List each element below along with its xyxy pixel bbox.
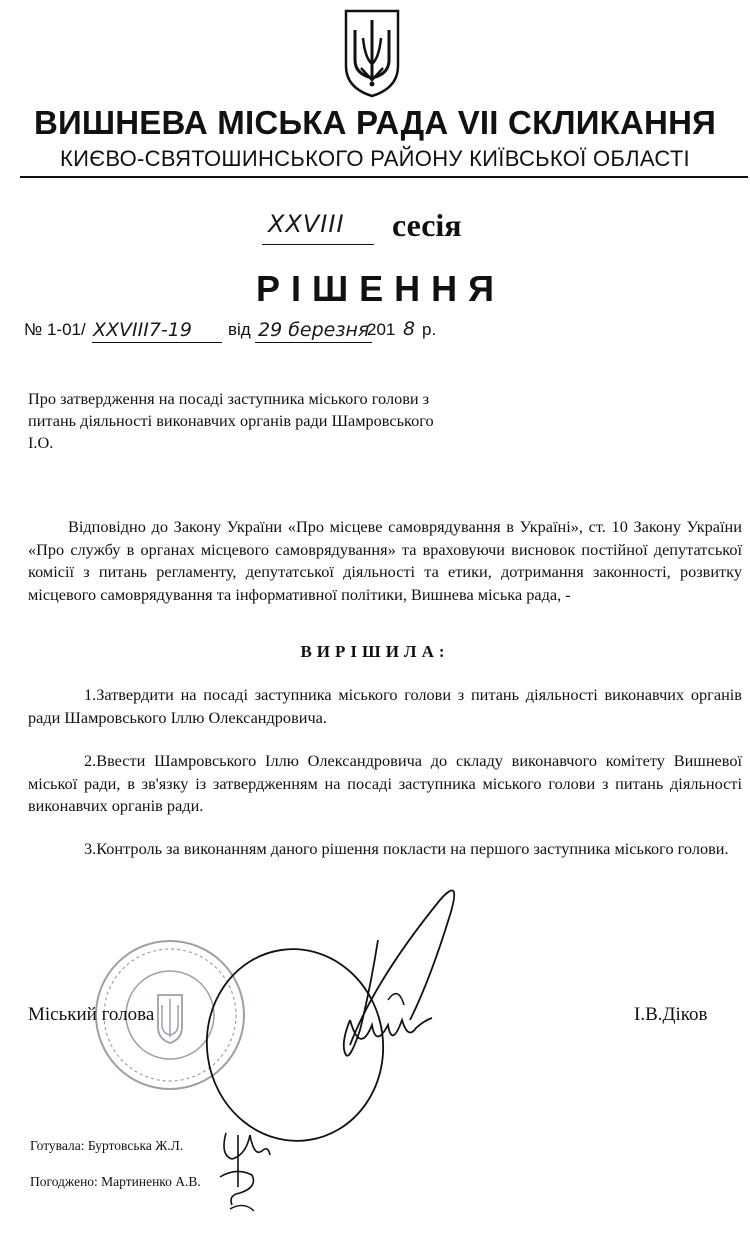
preamble-paragraph: Відповідно до Закону України «Про місцеве самоврядування в Україні», ст. 10 Закону України «Про службу в органах місцевого самоврядування» та враховуючи висновок постійної депутатської комісії з питань регламенту, депутатської діяльності та етики, дотримання законності, розвитку місцевого самоврядування та інформативної політики, Вишнева міська рада, - [28,517,742,604]
header-divider [20,176,748,178]
session-number: XXVIII [268,210,345,238]
prepared-by: Готувала: Буртовська Ж.Л. [30,1138,184,1153]
coat-of-arms-icon [343,8,401,98]
year-suffix: р. [422,320,437,339]
decision-item-1: 1.Затвердити на посаді заступника міського голови з питань діяльності виконавчих органів ради Шамровського Іллю Олександровича. [28,685,742,727]
mayor-name: І.В.Діков [634,1004,708,1025]
mayor-label: Міський голова [28,1004,155,1025]
document-number-underline [92,342,222,343]
decision-item-3: 3.Контроль за виконанням даного рішення покласти на першого заступника міського голови. [84,839,729,858]
agreed-by: Погоджено: Мартиненко А.В. [30,1174,201,1189]
session-label: сесія [392,207,462,243]
decision-title: РІШЕННЯ [255,268,506,309]
council-name: ВИШНЕВА МІСЬКА РАДА VII СКЛИКАННЯ [33,104,717,141]
decision-subject: Про затвердження на посаді заступника міського голови з питань діяльності виконавчих органів ради Шамровського І.О. [28,389,434,452]
year-prefix: 201 [367,320,396,339]
date-prefix: від [228,320,251,339]
document-number-prefix: № 1-01/ [24,320,86,339]
decision-item-2: 2.Ввести Шамровського Іллю Олександровича до складу виконавчого комітету Вишневої міської ради, в зв'язку із затвердженням на посаді заступника міського голови з питань діяльності виконавчих органів ради. [28,751,742,815]
district-name: КИЄВО-СВЯТОШИНСЬКОГО РАЙОНУ КИЇВСЬКОЇ ОБЛАСТІ [60,146,690,171]
year-digit: 8 [403,318,416,340]
resolved-heading: ВИРІШИЛА: [300,642,450,661]
date-value: 29 березня [258,319,370,341]
initials-signature-icon [210,1115,280,1225]
date-underline [255,342,372,343]
document-number-value: XXVIII7-19 [93,319,192,341]
